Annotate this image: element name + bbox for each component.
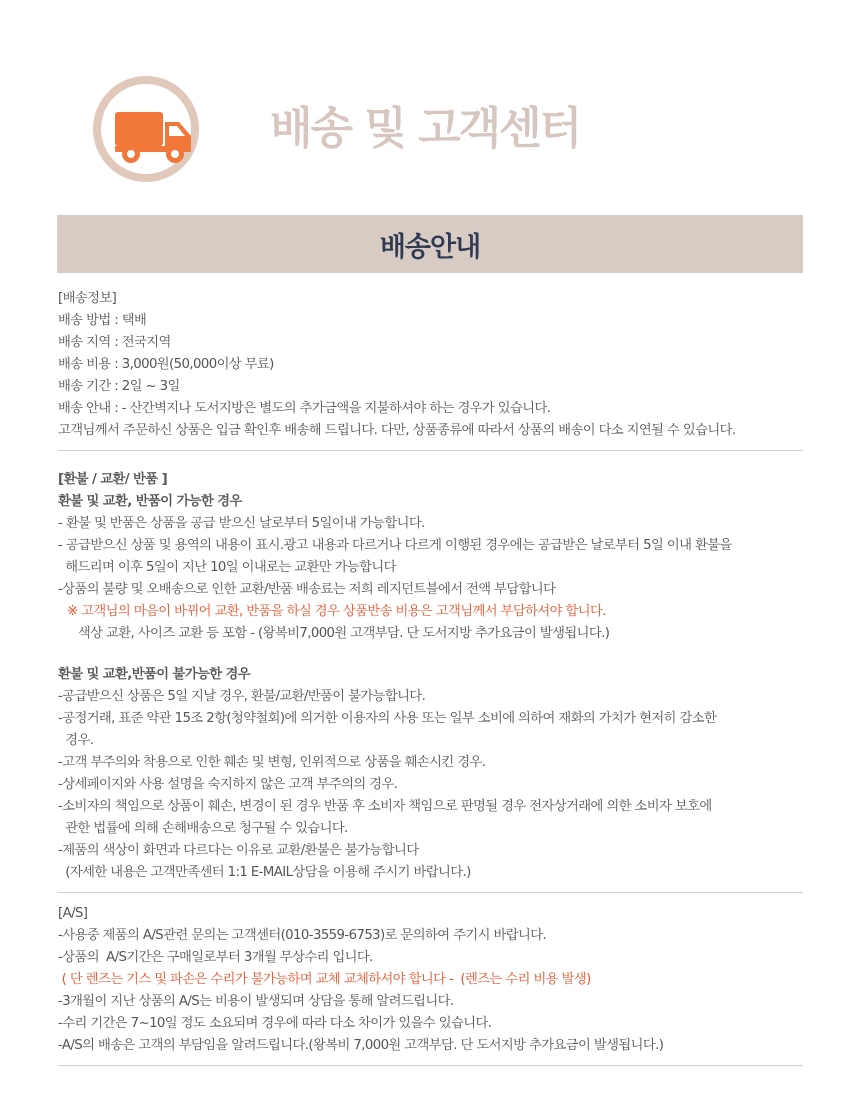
shipping-region: 배송 지역 : 전국지역: [58, 335, 171, 350]
shipping-delay-note: 고객님께서 주문하신 상품은 입금 확인후 배송해 드립니다. 다만, 상품종류에 따라서 상품의 배송이 다소 지연될 수 있습니다.: [58, 423, 736, 438]
list-item: -공급받으신 상품은 5일 지날 경우, 환불/교환/반품이 불가능합니다.: [58, 689, 426, 704]
shipping-section: [58, 288, 803, 450]
list-item: - 환불 및 반품은 상품을 공급 받으신 날로부터 5일이내 가능합니다.: [58, 516, 425, 531]
list-item: -소비자의 책임으로 상품이 훼손, 변경이 된 경우 반품 후 소비자 책임으로 판명될 경우 전자상거래에 의한 소비자 보호에: [58, 799, 712, 814]
list-item: 관한 법률에 의해 손해배송으로 청구될 수 있습니다.: [58, 821, 348, 836]
refund-warning: ※ 고객님의 마음이 바뀌어 교환, 반품을 하실 경우 상품반송 비용은 고객님께서 부담하셔야 합니다.: [67, 604, 606, 619]
list-item: -3개월이 지난 상품의 A/S는 비용이 발생되며 상담을 통해 알려드립니다.: [58, 994, 454, 1009]
hero-header: [0, 0, 860, 200]
section-banner: [57, 215, 803, 273]
section-heading: [배송정보]: [58, 291, 117, 306]
as-lens-warning: ( 단 렌즈는 기스 및 파손은 수리가 불가능하며 교체 교체하셔야 합니다 - (렌즈는 수리 비용 발생): [58, 972, 591, 987]
list-item: -제품의 색상이 화면과 다르다는 이유로 교환/환불은 불가능합니다: [58, 843, 419, 858]
refund-possible-title: 환불 및 교환, 반품이 가능한 경우: [58, 494, 242, 509]
refund-warning-detail: 색상 교환, 사이즈 교환 등 포함 - (왕복비7,000원 고객부담. 단 도서지방 추가요금이 발생됩니다.): [67, 626, 610, 641]
as-section: [58, 893, 803, 1065]
list-item: -수리 기간은 7~10일 정도 소요되며 경우에 따라 다소 차이가 있을수 있습니다.: [58, 1016, 492, 1031]
list-item: -공정거래, 표준 약관 15조 2항(청약철회)에 의거한 이용자의 사용 또는 일부 소비에 의하여 재화의 가치가 현저히 감소한: [58, 711, 717, 726]
shipping-period: 배송 기간 : 2일 ~ 3일: [58, 379, 180, 394]
refund-section: [58, 451, 803, 892]
list-item: -상세페이지와 사용 설명을 숙지하지 않은 고객 부주의의 경우.: [58, 777, 398, 792]
list-item: -사용중 제품의 A/S관련 문의는 고객센터(010-3559-6753)로 문의하여 주기시 바랍니다.: [58, 928, 547, 943]
refund-impossible-title: 환불 및 교환,반품이 불가능한 경우: [58, 667, 250, 682]
list-item: -A/S의 배송은 고객의 부담임을 알려드립니다.(왕복비 7,000원 고객부담. 단 도서지방 추가요금이 발생됩니다.): [58, 1038, 664, 1053]
divider: [58, 1065, 803, 1066]
truck-badge: [93, 76, 199, 182]
section-heading: [A/S]: [58, 906, 88, 921]
list-item: (자세한 내용은 고객만족센터 1:1 E-MAIL상담을 이용해 주시기 바랍니다.): [58, 865, 471, 880]
section-heading: [환불 / 교환/ 반품 ]: [58, 472, 168, 487]
list-item: -상품의 A/S기간은 구매일로부터 3개월 무상수리 입니다.: [58, 950, 373, 965]
list-item: - 공급받으신 상품 및 용역의 내용이 표시.광고 내용과 다르거나 다르게 이행된 경우에는 공급받은 날로부터 5일 이내 환불을: [58, 538, 732, 553]
shipping-method: 배송 방법 : 택배: [58, 313, 147, 328]
truck-icon: [113, 104, 195, 168]
shipping-cost: 배송 비용 : 3,000원(50,000이상 무료): [58, 357, 274, 372]
list-item: 해드리며 이후 5일이 지난 10일 이내로는 교환만 가능합니다: [58, 560, 396, 575]
banner-title: 배송안내: [379, 231, 481, 263]
list-item: -상품의 불량 및 오배송으로 인한 교환/반품 배송료는 저희 레지던트블에서 전액 부담합니다: [58, 582, 556, 597]
page-title: 배송 및 고객센터: [270, 103, 581, 154]
shipping-info-content: [58, 288, 803, 1066]
list-item: -고객 부주의와 착용으로 인한 훼손 및 변형, 인위적으로 상품을 훼손시킨 경우.: [58, 755, 486, 770]
list-item: 경우.: [58, 733, 94, 748]
shipping-notice: 배송 안내 : - 산간벽지나 도서지방은 별도의 추가금액을 지불하셔야 하는 경우가 있습니다.: [58, 401, 551, 416]
